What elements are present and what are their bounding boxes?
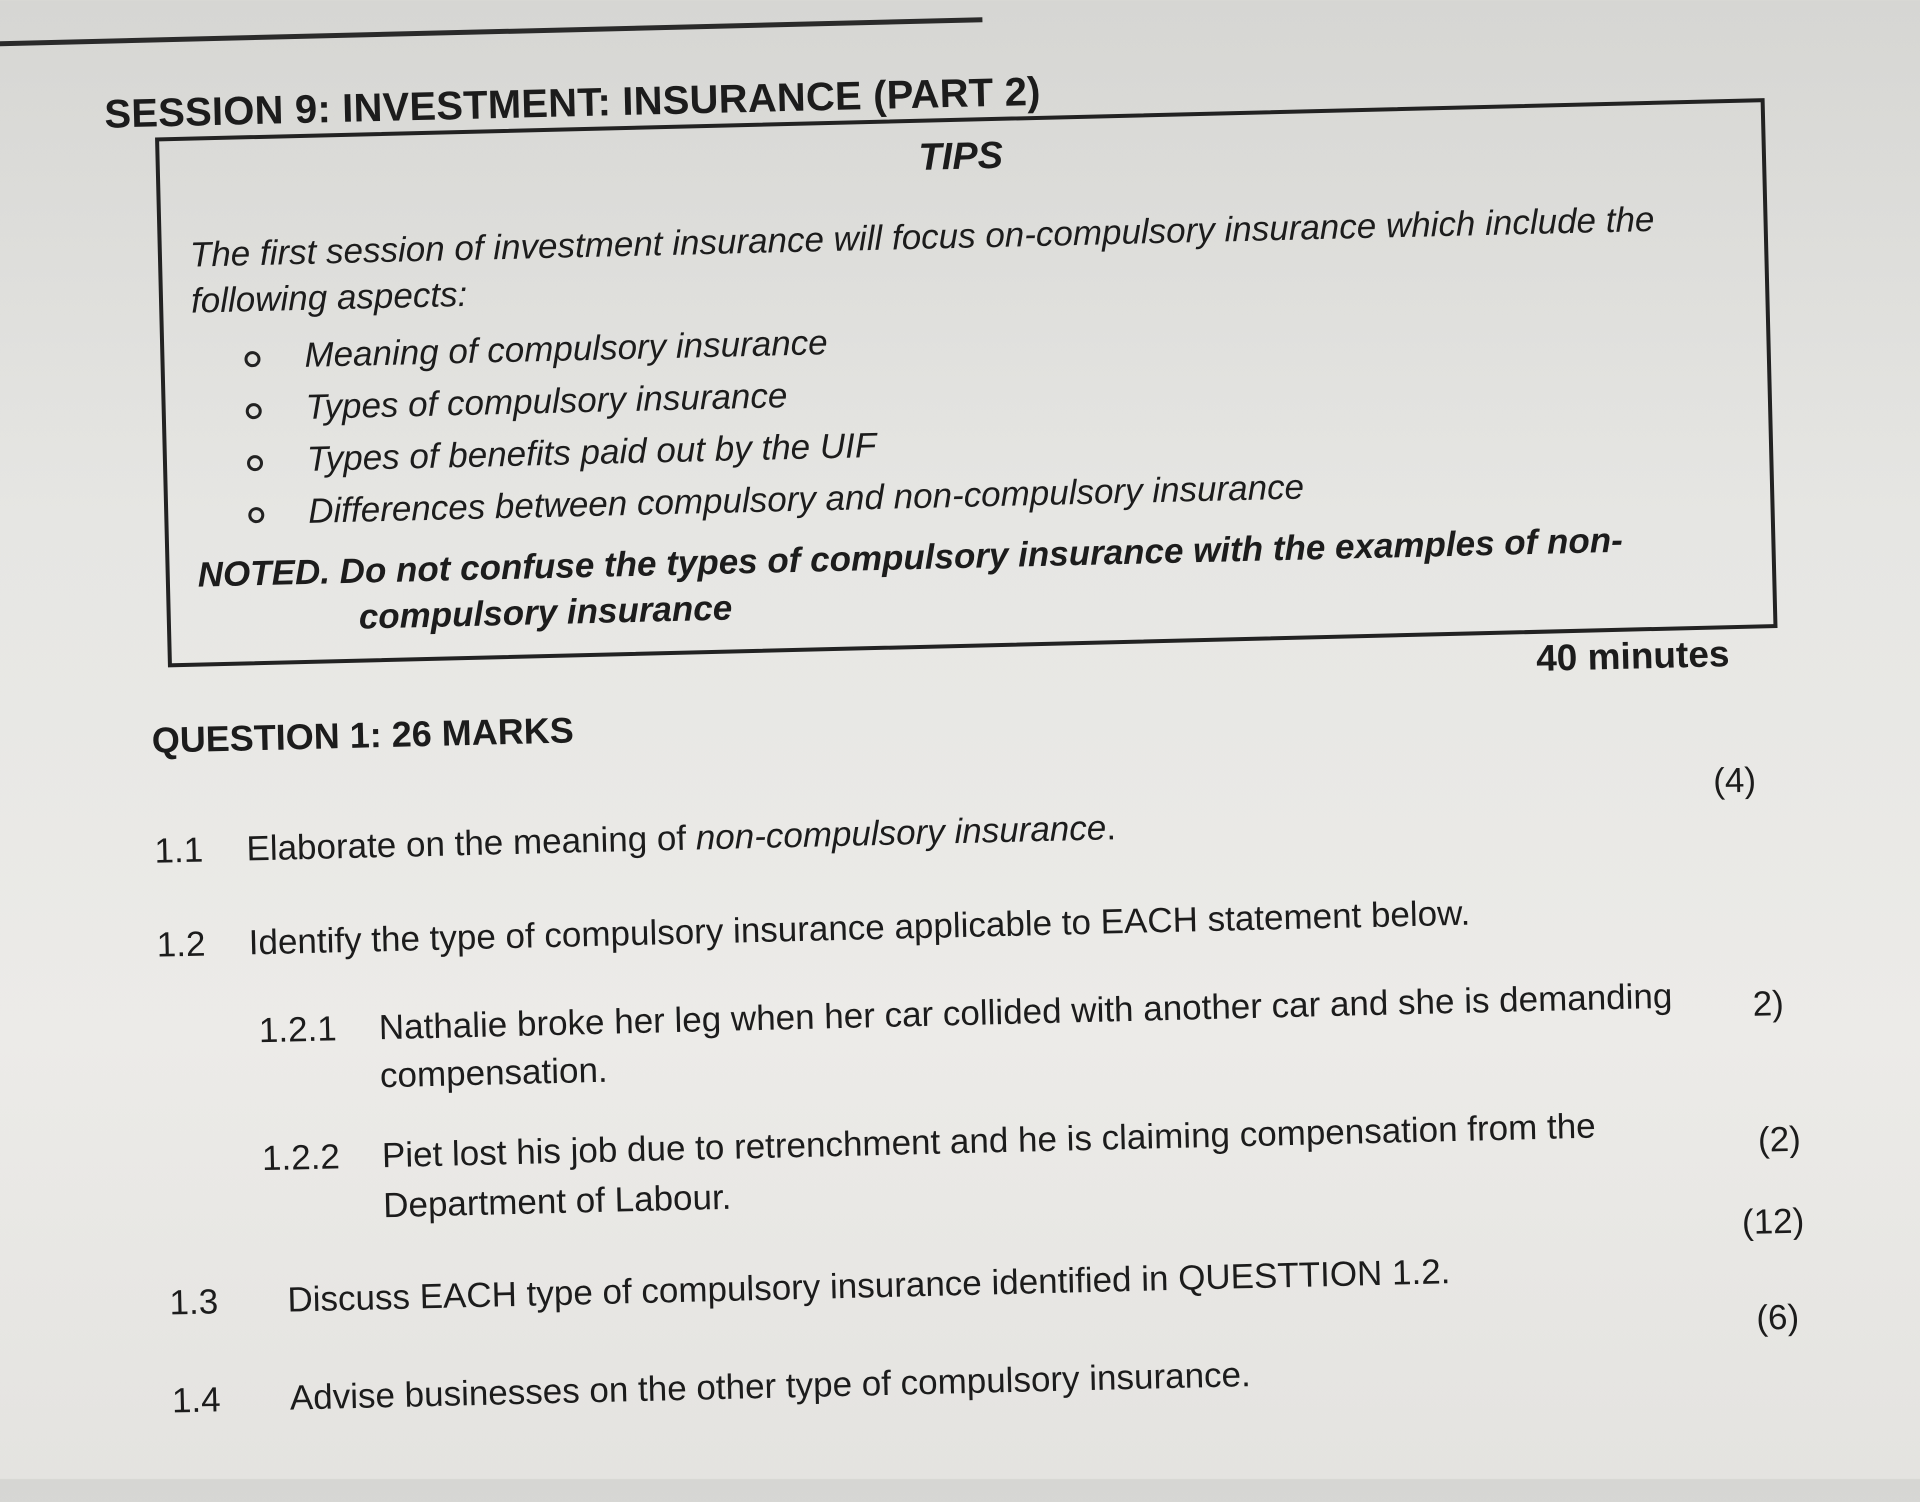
question-text: Discuss EACH type of compulsory insurance identified in QUESTTION 1.2. bbox=[287, 1252, 1451, 1320]
question-text-start: Elaborate on the meaning of bbox=[245, 818, 697, 869]
question-number: 1.3 bbox=[169, 1282, 219, 1323]
list-item-text: Types of benefits paid out by the UIF bbox=[306, 425, 877, 479]
session-title: SESSION 9: INVESTMENT: INSURANCE (PART 2) bbox=[103, 69, 1042, 137]
question-text-end: . bbox=[1105, 808, 1117, 848]
circle-bullet-icon bbox=[246, 403, 262, 419]
circle-bullet-icon bbox=[247, 455, 263, 471]
list-item-text: Types of compulsory insurance bbox=[305, 376, 788, 427]
mark-allocation: (12) bbox=[1741, 1201, 1805, 1243]
question-text: Advise businesses on the other type of compulsory insurance. bbox=[289, 1355, 1252, 1418]
circle-bullet-icon bbox=[244, 351, 260, 367]
mark-allocation: 2) bbox=[1752, 983, 1785, 1024]
question-title: QUESTION 1: 26 MARKS bbox=[151, 709, 575, 761]
question-text-line2: compensation. bbox=[379, 1050, 609, 1096]
question-number: 1.2.1 bbox=[258, 1009, 338, 1051]
question-text-line1: Nathalie broke her leg when her car collided with another car and she is demanding bbox=[378, 976, 1673, 1048]
tips-note-line1: NOTED. Do not confuse the types of compulsory insurance with the examples of non- bbox=[197, 520, 1624, 595]
question-number: 1.2.2 bbox=[261, 1137, 341, 1179]
list-item-text: Differences between compulsory and non-compulsory insurance bbox=[307, 467, 1305, 531]
tips-heading: TIPS bbox=[918, 134, 1004, 179]
top-divider bbox=[0, 17, 982, 46]
tips-list bbox=[244, 306, 1305, 540]
tips-intro: The first session of investment insurance will focus on-compulsory insurance which include the following aspects: bbox=[189, 199, 1655, 321]
question-text-line2: Department of Labour. bbox=[382, 1177, 732, 1226]
list-item-text: Meaning of compulsory insurance bbox=[303, 323, 829, 375]
question-text-line1: Piet lost his job due to retrenchment and he is claiming compensation from the bbox=[381, 1106, 1597, 1176]
mark-allocation: (6) bbox=[1755, 1297, 1800, 1338]
question-text: Identify the type of compulsory insurance applicable to EACH statement below. bbox=[248, 893, 1471, 963]
question-text-emphasis: non-compulsory insurance bbox=[695, 808, 1107, 858]
mark-allocation: (2) bbox=[1757, 1119, 1802, 1160]
tips-box bbox=[155, 98, 1777, 667]
question-number: 1.1 bbox=[154, 830, 204, 871]
question-number: 1.4 bbox=[171, 1380, 222, 1421]
question-text bbox=[246, 808, 1116, 869]
mark-allocation: (4) bbox=[1712, 760, 1757, 801]
time-allocation: 40 minutes bbox=[1535, 633, 1730, 679]
circle-bullet-icon bbox=[248, 507, 264, 523]
question-number: 1.2 bbox=[156, 924, 206, 965]
tips-note-line2: compulsory insurance bbox=[358, 588, 733, 637]
